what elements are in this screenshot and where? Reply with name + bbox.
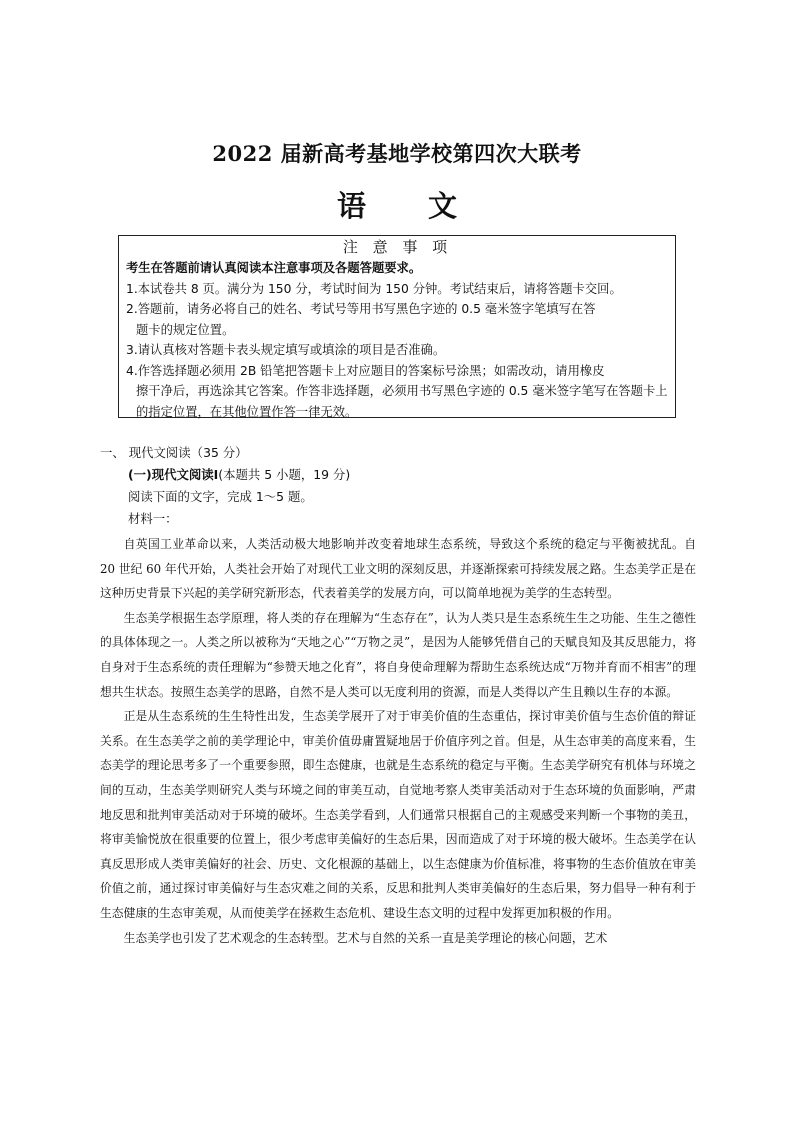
- section-heading: 一、 现代文阅读（35 分）: [100, 445, 248, 460]
- notice-intro: 考生在答题前请认真阅读本注意事项及各题答题要求。: [126, 261, 422, 275]
- notice-item-text: 1.本试卷共 8 页。满分为 150 分，考试时间为 150 分钟。考试结束后，请将答题卡交回。: [126, 281, 622, 296]
- exam-title: 2022 届新高考基地学校第四次大联考: [212, 141, 582, 166]
- subsection-detail: (本题共 5 小题，19 分): [218, 467, 351, 482]
- passage: [100, 532, 696, 950]
- notice-item-2: [126, 299, 669, 340]
- passage-paragraph: 自英国工业革命以来，人类活动极大地影响并改变着地球生态系统，导致这个系统的稳定与平衡被扰乱。自 20 世纪 60 年代开始，人类社会开始了对现代工业文明的深刻反思，并逐渐探索可持续发展之路。生态美学正是在这种历史背景下兴起的美学研究新形态，代表着美学的发展方向，可以简单地视为美学的生态转型。: [100, 537, 696, 601]
- subsection-title: (一)现代文阅读Ⅰ: [128, 467, 219, 482]
- notice-item-4: [126, 361, 669, 423]
- notice-item-text: 3.请认真核对答题卡表头规定填写或填涂的项目是否准确。: [126, 343, 446, 357]
- subsection-heading: [128, 465, 688, 485]
- reading-instruction: 阅读下面的文字，完成 1～5 题。: [128, 489, 313, 504]
- notice-item-1: [126, 279, 669, 300]
- subject-title: 语 文: [336, 189, 484, 223]
- notice-item-text: 4.作答选择题必须用 2B 铅笔把答题卡上对应题目的答案标号涂黑；如需改动，请用橡皮: [126, 363, 605, 378]
- passage-paragraph: 生态美学根据生态学原理，将人类的存在理解为“生态存在”，认为人类只是生态系统生生之功能、生生之德性的具体体现之一。人类之所以被称为“天地之心”“万物之灵”，是因为人能够凭借自己的天赋良知及其反思能力，将自身对于生态系统的责任理解为“参赞天地之化育”，将自身使命理解为帮助生态系统达成“万物并育而不相害”的理想共生状态。按照生态美学的思路，自然不是人类可以无度利用的资源，而是人类得以产生且赖以生存的本源。: [100, 610, 696, 699]
- notice-item-continuation: 题卡的规定位置。: [136, 322, 235, 337]
- notice-title: 注 意 事 项: [342, 238, 453, 256]
- material-label: 材料一：: [128, 511, 178, 526]
- notice-box: [118, 235, 676, 418]
- notice-item-3: [126, 340, 669, 361]
- passage-paragraph: 生态美学也引发了艺术观念的生态转型。艺术与自然的关系一直是美学理论的核心问题，艺术: [123, 930, 608, 945]
- passage-paragraph: 正是从生态系统的生生特性出发，生态美学展开了对于审美价值的生态重估，探讨审美价值与生态价值的辩证关系。在生态美学之前的美学理论中，审美价值毋庸置疑地居于价值序列之首。但是，从生态审美的高度来看，生态美学的理论思考多了一个重要参照，即生态健康，也就是生态系统的稳定与平衡。生态美学研究有机体与环境之间的互动，生态美学则研究人类与环境之间的审美互动，自觉地考察人类审美活动对于生态环境的负面影响，严肃地反思和批判审美活动对于环境的破坏。生态美学看到，人们通常只根据自己的主观感受来判断一个事物的美丑，将审美愉悦放在很重要的位置上，很少考虑审美偏好的生态后果，因而造成了对于环境的极大破坏。生态美学在认真反思形成人类审美偏好的社会、历史、文化根源的基础上，以生态健康为价值标准，将事物的生态价值放在审美价值之前，通过探讨审美偏好与生态灾难之间的关系，反思和批判人类审美偏好的生态后果，努力倡导一种有利于生态健康的生态审美观，从而使美学在拯救生态危机、建设生态文明的过程中发挥更加积极的作用。: [100, 709, 696, 920]
- notice-item-text: 2.答题前，请务必将自己的姓名、考试号等用书写黑色字迹的 0.5 毫米签字笔填写在答: [126, 302, 596, 316]
- notice-item-continuation: 擦干净后，再选涂其它答案。作答非选择题，必须用书写黑色字迹的 0.5 毫米签字笔写在答题卡上的指定位置，在其他位置作答一律无效。: [136, 384, 668, 419]
